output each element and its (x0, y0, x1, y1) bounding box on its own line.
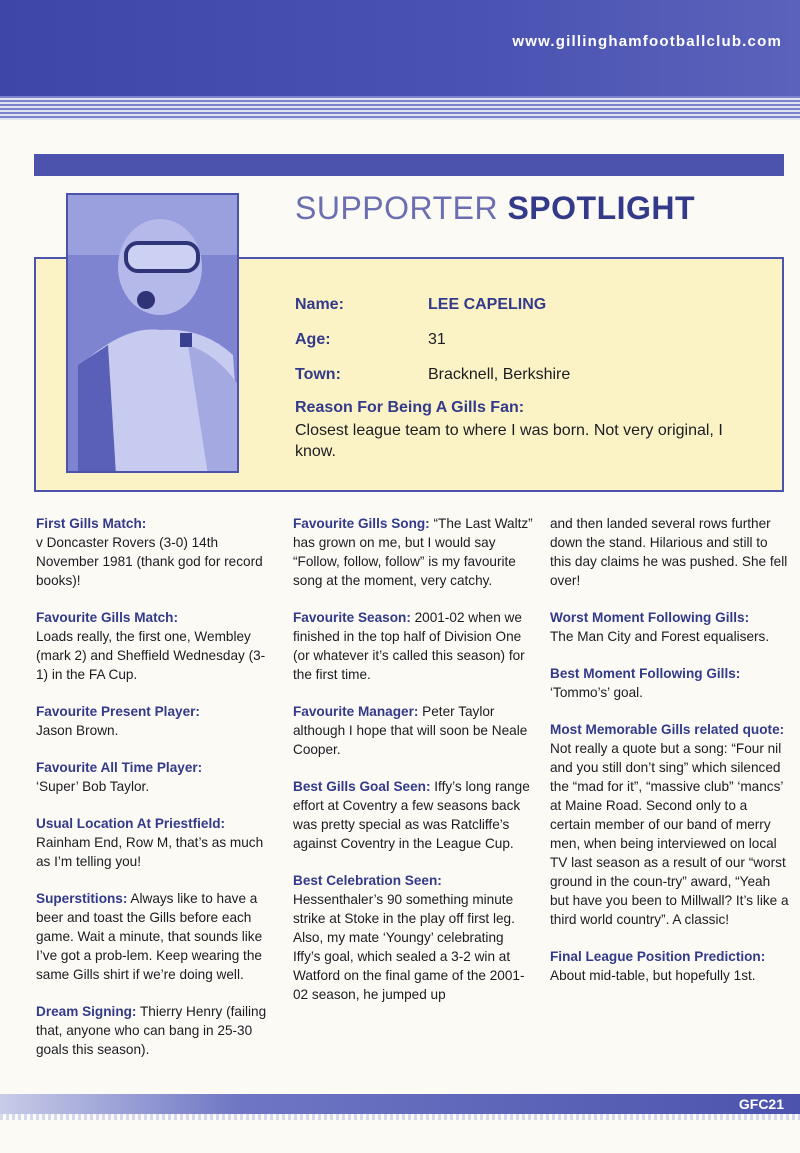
entry-heading: Best Gills Goal Seen: (293, 779, 431, 794)
entry-text: Not really a quote but a song: “Four nil and you still don’t sing” which silenced the “mad for it”, “massive club” ‘mancs’ at Maine Road. Second only to a certain member of our band of merry men, when being interviewed on local TV last season as a result of our “worst ground in the coun-try” award, “Yeah but have you been to Millwall? It’s like a third world country”. A classic! (550, 741, 789, 927)
entry-text: Thierry Henry (failing that, anyone who can bang in 25-30 goals this season). (36, 1004, 267, 1057)
entry-best-celebration (293, 871, 533, 1004)
entry-text: Always like to have a beer and toast the Gills before each game. Wait a minute, that sounds like I’ve got a prob-lem. Keep wearing the same Gills shirt if we’re doing well. (36, 891, 263, 982)
entry-favourite-manager (293, 702, 533, 759)
town-value: Bracknell, Berkshire (428, 366, 571, 383)
entry-favourite-season (293, 608, 533, 684)
entry-dream-signing (36, 1002, 276, 1059)
entry-heading: Best Moment Following Gills: (550, 666, 741, 681)
page-number: GFC21 (738, 1096, 784, 1112)
footer-stripes (0, 1114, 800, 1120)
entry-favourite-song (293, 514, 533, 590)
header-stripes (0, 96, 800, 120)
entry-text: 2001-02 when we finished in the top half of Division One (or whatever it’s called this season) for the first time. (293, 610, 525, 682)
entry-celebration-continued (550, 514, 790, 590)
entry-heading: Favourite Gills Song: (293, 516, 430, 531)
title-light: SUPPORTER (295, 190, 508, 226)
reason-text: Closest league team to where I was born. Not very original, I know. (295, 422, 723, 460)
footer-band (0, 1094, 800, 1114)
entry-text: Loads really, the first one, Wembley (mark 2) and Sheffield Wednesday (3-1) in the FA Cup. (36, 629, 266, 682)
entry-heading: First Gills Match: (36, 516, 147, 531)
entry-text: Jason Brown. (36, 723, 119, 738)
entry-heading: Superstitions: (36, 891, 128, 906)
entry-text: ‘Tommo’s’ goal. (550, 685, 643, 700)
entry-league-prediction (550, 947, 790, 985)
age-value: 31 (428, 331, 446, 348)
entry-favourite-match (36, 608, 276, 684)
entry-heading: Most Memorable Gills related quote: (550, 722, 785, 737)
name-label: Name: (295, 296, 344, 313)
entry-text: Peter Taylor although I hope that will soon be Neale Cooper. (293, 704, 528, 757)
entry-heading: Favourite All Time Player: (36, 760, 203, 775)
entry-usual-location (36, 814, 276, 871)
entry-text: Iffy’s long range effort at Coventry a few seasons back was pretty special as was Ratcliffe’s against Coventry in the League Cup. (293, 779, 530, 851)
reason-label: Reason For Being A Gills Fan: (295, 399, 525, 416)
age-label: Age: (295, 331, 331, 348)
entry-worst-moment (550, 608, 790, 646)
entry-text: “The Last Waltz” has grown on me, but I would say “Follow, follow, follow” is my favourite song at the moment, very catchy. (293, 516, 533, 588)
entry-heading: Worst Moment Following Gills: (550, 610, 750, 625)
entry-heading: Favourite Present Player: (36, 704, 200, 719)
supporter-photo (66, 193, 239, 473)
entry-heading: Usual Location At Priestfield: (36, 816, 226, 831)
entry-heading: Best Celebration Seen: (293, 873, 442, 888)
name-value: LEE CAPELING (428, 296, 547, 313)
entry-text: The Man City and Forest equalisers. (550, 629, 770, 644)
town-label: Town: (295, 366, 341, 383)
entry-present-player (36, 702, 276, 740)
entry-best-moment (550, 664, 790, 702)
section-bar (34, 154, 784, 176)
entry-text: and then landed several rows further down the stand. Hilarious and still to this day claims he was pushed. She fell over! (550, 516, 788, 588)
entry-heading: Dream Signing: (36, 1004, 137, 1019)
entry-text: About mid-table, but hopefully 1st. (550, 968, 756, 983)
entry-heading: Favourite Gills Match: (36, 610, 179, 625)
entry-best-goal (293, 777, 533, 853)
website-url[interactable]: www.gillinghamfootballclub.com (512, 33, 782, 50)
entry-text: v Doncaster Rovers (3-0) 14th November 1981 (thank god for record books)! (36, 535, 263, 588)
entry-memorable-quote (550, 720, 790, 929)
entry-heading: Favourite Manager: (293, 704, 419, 719)
title-bold: SPOTLIGHT (507, 190, 696, 226)
entry-text: Rainham End, Row M, that’s as much as I’m telling you! (36, 835, 264, 869)
page-title (295, 190, 695, 227)
entry-text: ‘Super’ Bob Taylor. (36, 779, 150, 794)
entry-text: Hessenthaler’s 90 something minute strike at Stoke in the play off first leg. Also, my mate ‘Youngy’ celebrating Iffy’s goal, which sealed a 3-2 win at Watford on the final game of the 2001-02 season, he jumped up (293, 892, 525, 1002)
entry-heading: Favourite Season: (293, 610, 411, 625)
entry-heading: Final League Position Prediction: (550, 949, 766, 964)
entry-first-match (36, 514, 276, 590)
column-1 (36, 514, 276, 1077)
entry-superstitions (36, 889, 276, 984)
entry-all-time-player (36, 758, 276, 796)
column-2 (293, 514, 533, 1022)
column-3 (550, 514, 790, 1003)
